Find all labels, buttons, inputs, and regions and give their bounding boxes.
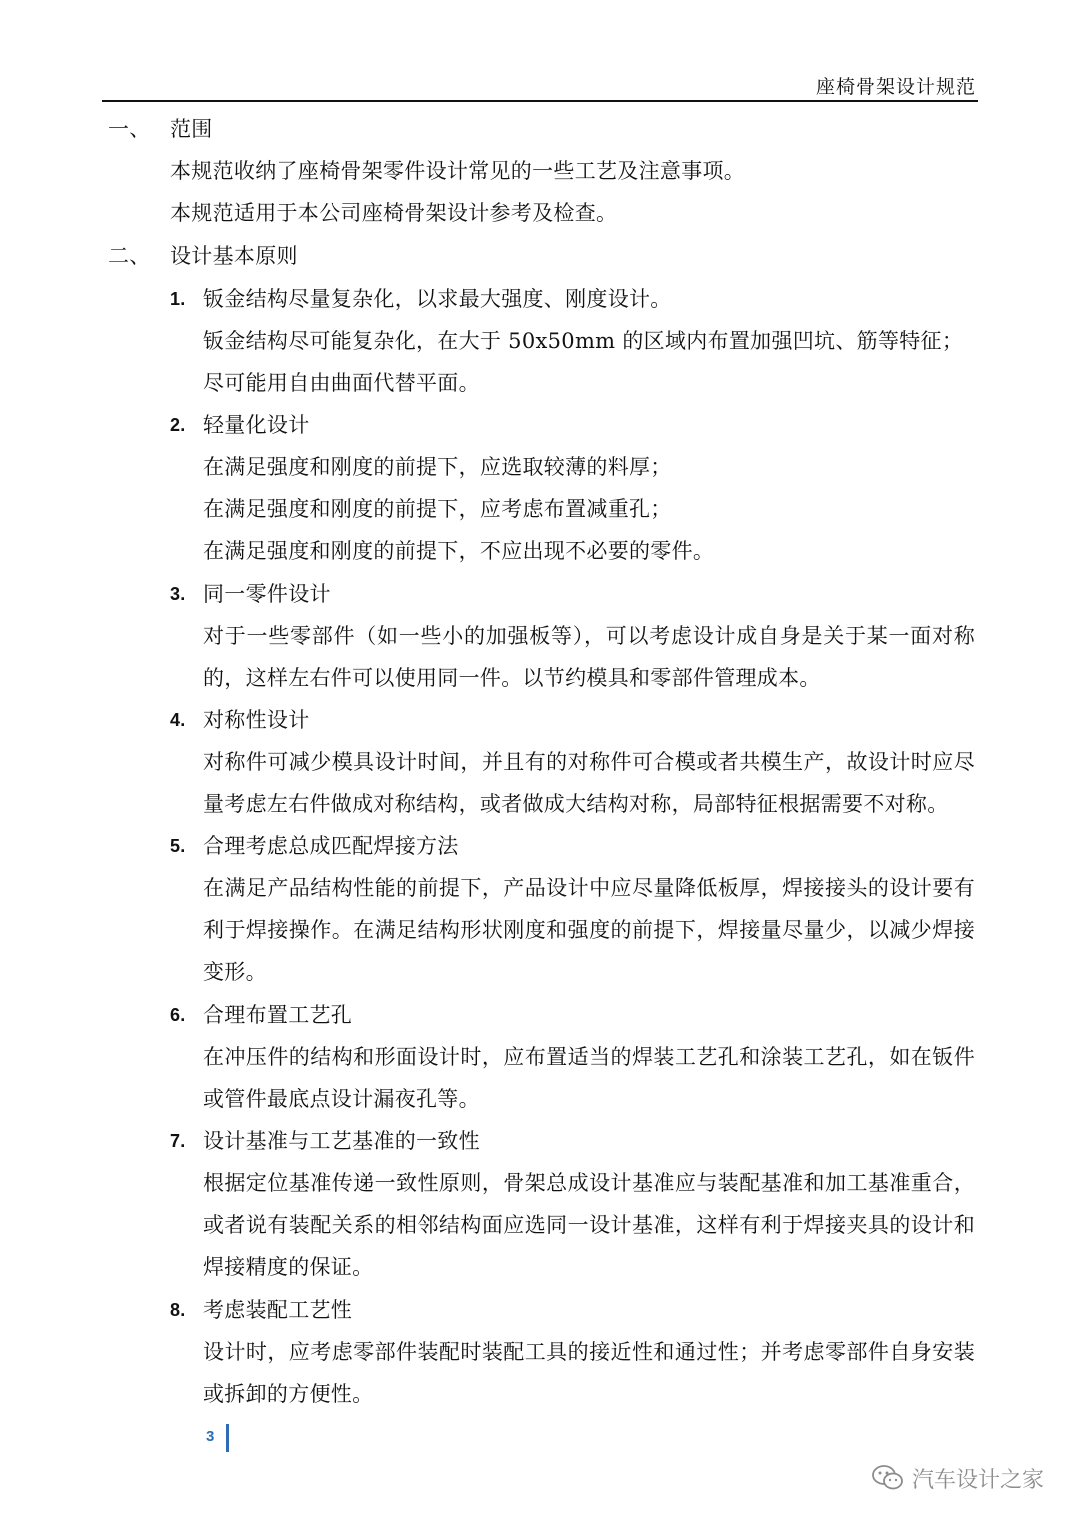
paragraph: 本规范适用于本公司座椅骨架设计参考及检查。	[170, 201, 618, 225]
header-rule	[102, 100, 978, 102]
item-number: 6.	[170, 1005, 186, 1025]
item-text: 在满足强度和刚度的前提下，应选取较薄的料厚；	[203, 455, 672, 479]
item-text: 在冲压件的结构和形面设计时，应布置适当的焊装工艺孔和涂装工艺孔，如在钣件	[203, 1045, 975, 1069]
item-title: 轻量化设计	[203, 413, 310, 437]
item-text: 对于一些零部件（如一些小的加强板等），可以考虑设计成自身是关于某一面对称	[203, 624, 975, 648]
item-text: 设计时，应考虑零部件装配时装配工具的接近性和通过性；并考虑零部件自身安装	[203, 1340, 975, 1364]
item-number: 7.	[170, 1131, 186, 1151]
item-number: 8.	[170, 1300, 186, 1320]
header-title: 座椅骨架设计规范	[815, 76, 976, 98]
item-text: 尽可能用自由曲面代替平面。	[203, 371, 480, 395]
item-title: 对称性设计	[203, 708, 310, 732]
item-text: 在满足强度和刚度的前提下，应考虑布置减重孔；	[203, 497, 672, 521]
section-title: 设计基本原则	[170, 244, 298, 268]
item-text: 焊接精度的保证。	[203, 1255, 374, 1279]
item-title: 钣金结构尽量复杂化，以求最大强度、刚度设计。	[203, 287, 672, 311]
item-title: 同一零件设计	[203, 582, 331, 606]
item-text: 根据定位基准传递一致性原则，骨架总成设计基准应与装配基准和加工基准重合，	[203, 1171, 975, 1195]
item-text: 变形。	[203, 960, 267, 984]
watermark-text: 汽车设计之家	[911, 1467, 1044, 1493]
item-title: 合理布置工艺孔	[203, 1003, 353, 1027]
item-text: 或者说有装配关系的相邻结构面应选同一设计基准，这样有利于焊接夹具的设计和	[203, 1213, 975, 1237]
watermark	[872, 1462, 1044, 1494]
item-title: 合理考虑总成匹配焊接方法	[203, 834, 459, 858]
item-number: 3.	[170, 584, 186, 604]
item-text: 或拆卸的方便性。	[203, 1382, 374, 1406]
wechat-icon	[872, 1464, 904, 1492]
section-number: 二、	[108, 244, 151, 268]
section-number: 一、	[108, 117, 151, 141]
page-number-bar	[226, 1424, 229, 1452]
item-text: 的，这样左右件可以使用同一件。以节约模具和零部件管理成本。	[203, 666, 821, 690]
paragraph: 本规范收纳了座椅骨架零件设计常见的一些工艺及注意事项。	[170, 159, 746, 183]
section-title: 范围	[170, 117, 213, 141]
item-text: 在满足产品结构性能的前提下，产品设计中应尽量降低板厚，焊接接头的设计要有	[203, 876, 975, 900]
item-text: 或管件最底点设计漏夜孔等。	[203, 1087, 480, 1111]
item-text: 利于焊接操作。在满足结构形状刚度和强度的前提下，焊接量尽量少，以减少焊接	[203, 918, 975, 942]
item-number: 4.	[170, 710, 186, 730]
item-text: 对称件可减少模具设计时间，并且有的对称件可合模或者共模生产，故设计时应尽	[203, 750, 975, 774]
item-title: 设计基准与工艺基准的一致性	[203, 1129, 480, 1153]
item-text: 钣金结构尽可能复杂化，在大于 50x50mm 的区域内布置加强凹坑、筋等特征；	[203, 329, 964, 353]
item-number: 1.	[170, 289, 186, 309]
item-number: 2.	[170, 415, 186, 435]
item-title: 考虑装配工艺性	[203, 1298, 353, 1322]
item-text: 在满足强度和刚度的前提下，不应出现不必要的零件。	[203, 539, 715, 563]
item-number: 5.	[170, 836, 186, 856]
page-number: 3	[206, 1428, 215, 1445]
item-text: 量考虑左右件做成对称结构，或者做成大结构对称，局部特征根据需要不对称。	[203, 792, 949, 816]
